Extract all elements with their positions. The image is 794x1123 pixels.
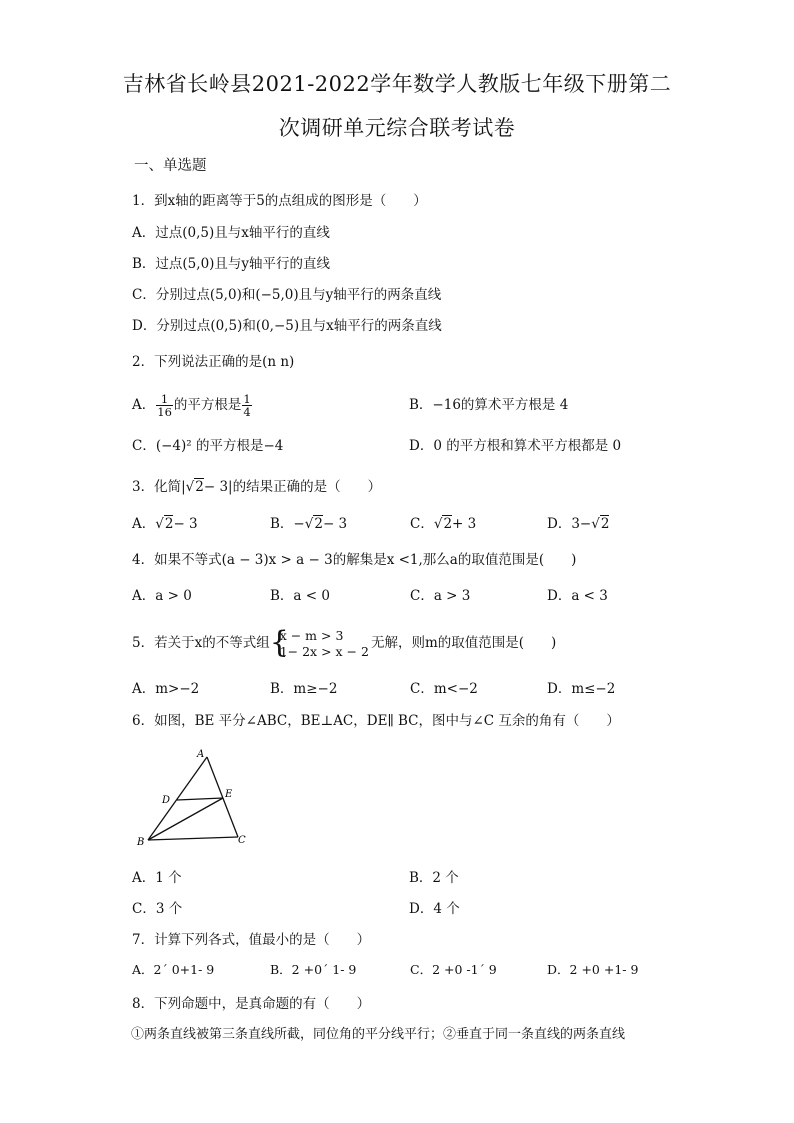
q3-option-b — [270, 515, 347, 533]
sqrt-sign-icon: √ — [155, 516, 164, 532]
q4-option-a: A．a > 0 — [132, 588, 192, 604]
q3-radicand: 2 — [195, 479, 204, 495]
sqrt-sign-icon: √ — [591, 516, 600, 532]
q8-stem: 8．下列命题中，是真命题的有（ ） — [132, 996, 371, 1012]
q1-option-c: C．分别过点(5,0)和(−5,0)且与y轴平行的两条直线 — [132, 287, 442, 303]
q2-a-denominator: 16 — [157, 405, 172, 419]
exam-title-line1: 吉林省长岭县2021-2022学年数学人教版七年级下册第二 — [122, 72, 672, 96]
q2-a-denominator2: 4 — [243, 405, 251, 419]
q7-option-b: B．2 +0´ 1- 9 — [270, 962, 357, 977]
q5-row2: 1− 2x > x − 2 — [279, 643, 369, 659]
q3-d-radicand: 2 — [600, 516, 610, 532]
q2-option-c: C．(−4)² 的平方根是−4 — [132, 438, 284, 454]
q3-option-c — [410, 515, 476, 533]
q3-stem-a: 3．化简| — [132, 479, 186, 495]
q6-option-c: C．3 个 — [132, 901, 183, 917]
q2-stem: 2．下列说法正确的是(n n) — [132, 354, 295, 370]
q5-option-c: C．m<−2 — [410, 681, 478, 697]
q3-a-pre: A． — [132, 516, 156, 532]
q6-stem: 6．如图，BE 平分∠ABC，BE⊥AC，DE∥ BC，图中与∠C 互余的角有（ ） — [132, 713, 620, 729]
q2-a-numerator: 1 — [156, 393, 173, 406]
q5-option-a: A．m>−2 — [132, 681, 200, 697]
q3-d-pre: D．3− — [547, 516, 592, 532]
segment-be — [148, 798, 223, 840]
sqrt-sign-icon: √ — [433, 516, 443, 532]
q6-option-d: D．4 个 — [409, 901, 460, 917]
edge-ac — [207, 757, 238, 837]
q7-option-c: C．2 +0 -1´ 9 — [410, 962, 497, 977]
q5-option-b: B．m≥−2 — [270, 681, 338, 697]
q2-option-a — [132, 393, 253, 418]
q3-stem — [132, 478, 381, 496]
q3-a-post: − 3 — [173, 516, 198, 532]
q7-stem: 7．计算下列各式，值最小的是（ ） — [132, 932, 371, 948]
q4-stem: 4．如果不等式(a − 3)x > a − 3的解集是x <1,那么a的取值范围是( ) — [132, 552, 577, 568]
sqrt-sign-icon: √ — [185, 479, 195, 495]
q5-stem — [132, 626, 556, 660]
q8-statements: ①两条直线被第三条直线所截，同位角的平分线平行；②垂直于同一条直线的两条直线 — [131, 1027, 626, 1042]
q3-option-d — [547, 515, 609, 533]
q6-option-a: A．1 个 — [132, 870, 182, 886]
label-a: A — [197, 749, 205, 760]
q5-option-d: D．m≤−2 — [547, 681, 616, 697]
left-brace-icon: { — [269, 624, 289, 660]
q2-a-fraction2 — [242, 393, 251, 418]
q5-stem-a: 5．若关于x的不等式组 — [132, 635, 270, 651]
section-heading: 一、单选题 — [134, 158, 207, 174]
exam-title-line2: 次调研单元综合联考试卷 — [278, 116, 516, 140]
q2-a-prefix: A． — [132, 397, 156, 413]
label-d: D — [162, 795, 171, 806]
q4-option-d: D．a < 3 — [547, 588, 608, 604]
q3-stem-b: − 3|的结果正确的是（ ） — [203, 479, 382, 495]
q3-c-pre: C． — [410, 516, 434, 532]
q3-option-a — [132, 515, 198, 533]
q2-option-d: D．0 的平方根和算术平方根都是 0 — [409, 438, 622, 454]
q4-option-b: B．a < 0 — [270, 588, 330, 604]
q3-b-post: − 3 — [322, 516, 348, 532]
q6-triangle-figure — [130, 745, 260, 855]
q5-inequality-system — [269, 624, 369, 660]
segment-de — [177, 798, 223, 800]
q6-option-b: B．2 个 — [409, 870, 459, 886]
q5-row1: x − m > 3 — [279, 627, 344, 643]
q2-option-b: B．−16的算术平方根是 4 — [409, 397, 569, 413]
q2-a-numerator2: 1 — [243, 392, 251, 406]
label-b: B — [137, 837, 145, 848]
q7-option-d: D．2 +0 +1- 9 — [547, 962, 639, 977]
q2-a-fraction — [156, 393, 173, 418]
label-e: E — [225, 789, 233, 800]
q3-b-pre: B．− — [270, 516, 305, 532]
q4-option-c: C．a > 3 — [410, 588, 471, 604]
q3-a-radicand: 2 — [164, 516, 174, 532]
q2-a-mid: 的平方根是 — [173, 397, 242, 413]
q1-option-b: B．过点(5,0)且与y轴平行的直线 — [132, 256, 331, 272]
q7-option-a: A．2´ 0+1- 9 — [132, 962, 215, 977]
sqrt-sign-icon: √ — [304, 516, 314, 532]
label-c: C — [238, 835, 246, 846]
q1-option-d: D．分别过点(0,5)和(0,−5)且与x轴平行的两条直线 — [132, 318, 442, 334]
q3-c-radicand: 2 — [443, 516, 453, 532]
q1-stem: 1．到x轴的距离等于5的点组成的图形是（ ） — [132, 193, 427, 209]
edge-bc — [148, 837, 238, 840]
q3-c-post: + 3 — [452, 516, 477, 532]
q5-stem-b: 无解，则m的取值范围是( ) — [370, 635, 557, 651]
q3-b-radicand: 2 — [314, 516, 323, 532]
q1-option-a: A．过点(0,5)且与x轴平行的直线 — [132, 225, 330, 241]
